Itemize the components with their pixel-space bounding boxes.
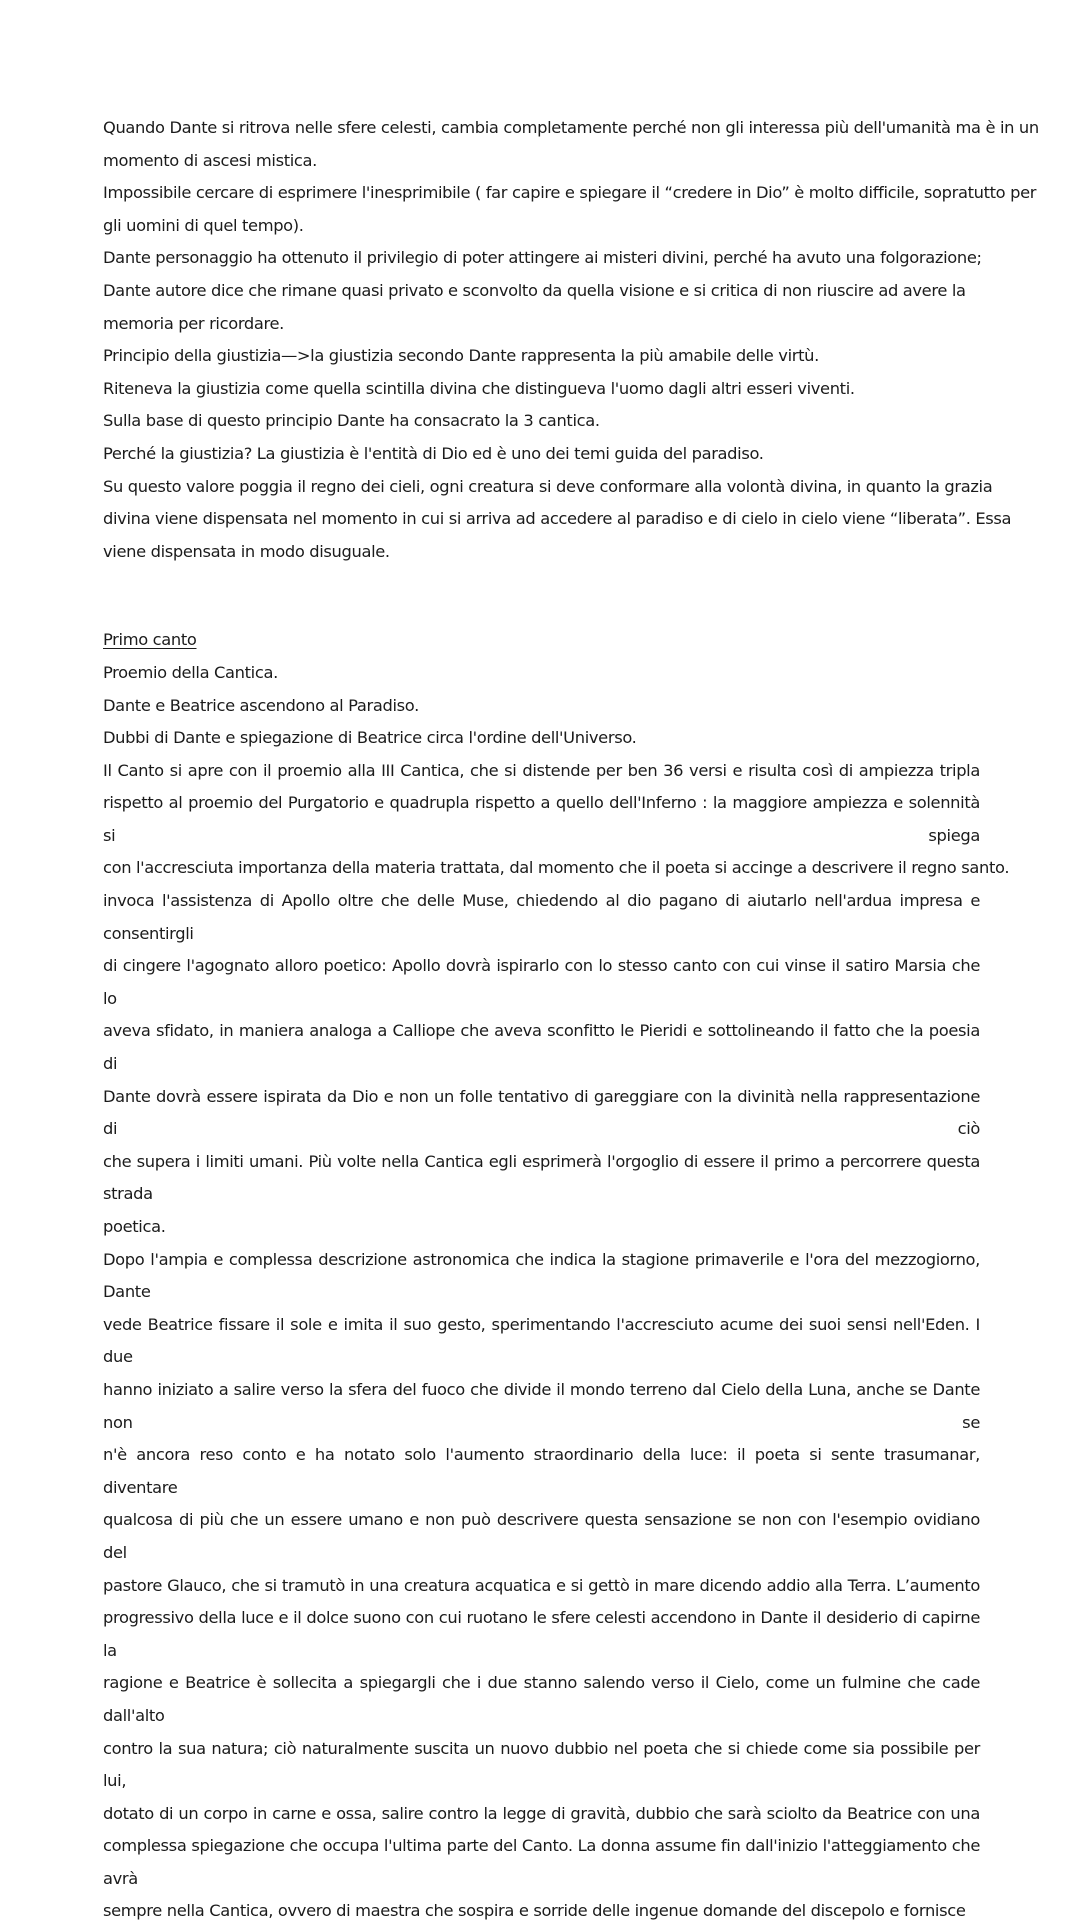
text-line: dotato di un corpo in carne e ossa, salire contro la legge di gravità, dubbio che sarà sciolto da Beatrice con una (103, 1803, 980, 1823)
text-line: Dante e Beatrice ascendono al Paradiso. (103, 695, 419, 715)
paragraph-ascesa (103, 1244, 980, 1928)
text-line: divina viene dispensata nel momento in cui si arriva ad accedere al paradiso e di cielo in cielo viene “liberata”. Essa (103, 509, 1012, 529)
text-line: rispetto al proemio del Purgatorio e quadrupla rispetto a quello dell'Inferno : la maggiore ampiezza e solennità si spiega (103, 793, 980, 845)
section-primo-canto (103, 624, 1010, 1928)
text-line: momento di ascesi mistica. (103, 150, 317, 170)
text-line: invoca l'assistenza di Apollo oltre che delle Muse, chiedendo al dio pagano di aiutarlo nell'ardua impresa e consentirgli (103, 891, 980, 943)
text-line: di cingere l'agognato alloro poetico: Apollo dovrà ispirarlo con lo stesso canto con cui vinse il satiro Marsia che lo (103, 956, 980, 1008)
section-intro-notes (103, 112, 1039, 568)
text-line: qualcosa di più che un essere umano e non può descrivere questa sensazione se non con l'esempio ovidiano del (103, 1510, 980, 1562)
text-line: Quando Dante si ritrova nelle sfere celesti, cambia completamente perché non gli interessa più dell'umanità ma è in un (103, 118, 1039, 137)
text-line: Il Canto si apre con il proemio alla III Cantica, che si distende per ben 36 versi e risulta così di ampiezza tripla (103, 760, 980, 780)
section-gap (103, 568, 980, 624)
text-line: Dante personaggio ha ottenuto il privilegio di poter attingere ai misteri divini, perché ha avuto una folgorazione; (103, 248, 982, 268)
text-line: aveva sfidato, in maniera analoga a Calliope che aveva sconfitto le Pieridi e sottolineando il fatto che la poesia di (103, 1021, 980, 1074)
text-line: progressivo della luce e il dolce suono con cui ruotano le sfere celesti accendono in Dante il desiderio di capirne la (103, 1608, 980, 1660)
text-line: hanno iniziato a salire verso la sfera del fuoco che divide il mondo terreno dal Cielo della Luna, anche se Dante non se (103, 1379, 980, 1432)
text-line: con l'accresciuta importanza della materia trattata, dal momento che il poeta si accinge a descrivere il regno santo. (103, 858, 1010, 878)
text-line: n'è ancora reso conto e ha notato solo l'aumento straordinario della luce: il poeta si sente trasumanar, diventare (103, 1445, 980, 1497)
paragraph-apollo (103, 885, 980, 1244)
text-line: Impossibile cercare di esprimere l'inesprimibile ( far capire e spiegare il “credere in Dio” è molto difficile, sopratutto per (103, 183, 1037, 203)
text-line: memoria per ricordare. (103, 313, 284, 333)
text-line: che supera i limiti umani. Più volte nella Cantica egli esprimerà l'orgoglio di essere il primo a percorrere questa strada (103, 1151, 980, 1204)
text-line: Sulla base di questo principio Dante ha consacrato la 3 cantica. (103, 411, 600, 431)
text-line: complessa spiegazione che occupa l'ultima parte del Canto. La donna assume fin dall'inizio l'atteggiamento che avrà (103, 1836, 980, 1888)
text-line: poetica. (103, 1217, 166, 1236)
text-line: pastore Glauco, che si tramutò in una creatura acquatica e si gettò in mare dicendo addio alla Terra. L’aumento (103, 1575, 980, 1595)
text-line: vede Beatrice fissare il sole e imita il suo gesto, sperimentando l'accresciuto acume dei suoi sensi nell'Eden. I due (103, 1314, 980, 1367)
text-line: viene dispensata in modo disuguale. (103, 541, 390, 561)
text-line: Dubbi di Dante e spiegazione di Beatrice circa l'ordine dell'Universo. (103, 728, 637, 748)
text-line: Proemio della Cantica. (103, 662, 278, 682)
text-line: sempre nella Cantica, ovvero di maestra che sospira e sorride delle ingenue domande del discepolo e fornisce (103, 1901, 966, 1921)
canto-summary (103, 657, 980, 755)
text-line: Perché la giustizia? La giustizia è l'entità di Dio ed è uno dei temi guida del paradiso. (103, 443, 764, 463)
text-line: contro la sua natura; ciò naturalmente suscita un nuovo dubbio nel poeta che si chiede come sia possibile per lui, (103, 1738, 980, 1791)
text-line: Dopo l'ampia e complessa descrizione astronomica che indica la stagione primaverile e l'ora del mezzogiorno, Dante (103, 1249, 980, 1302)
text-line: ragione e Beatrice è sollecita a spiegargli che i due stanno salendo verso il Cielo, come un fulmine che cade dall'alto (103, 1673, 980, 1725)
text-line: Dante dovrà essere ispirata da Dio e non un folle tentativo di gareggiare con la divinità nella rappresentazione di ciò (103, 1086, 980, 1139)
text-line: Principio della giustizia—>la giustizia secondo Dante rappresenta la più amabile delle virtù. (103, 346, 819, 366)
text-line: Dante autore dice che rimane quasi privato e sconvolto da quella visione e si critica di non riuscire ad avere la (103, 280, 966, 300)
section-heading: Primo canto (103, 630, 197, 650)
text-line: Su questo valore poggia il regno dei cieli, ogni creatura si deve conformare alla volontà divina, in quanto la grazia (103, 476, 993, 496)
paragraph-proemio (103, 755, 1010, 885)
text-line: gli uomini di quel tempo). (103, 215, 304, 235)
text-line: Riteneva la giustizia come quella scintilla divina che distingueva l'uomo dagli altri esseri viventi. (103, 378, 855, 398)
